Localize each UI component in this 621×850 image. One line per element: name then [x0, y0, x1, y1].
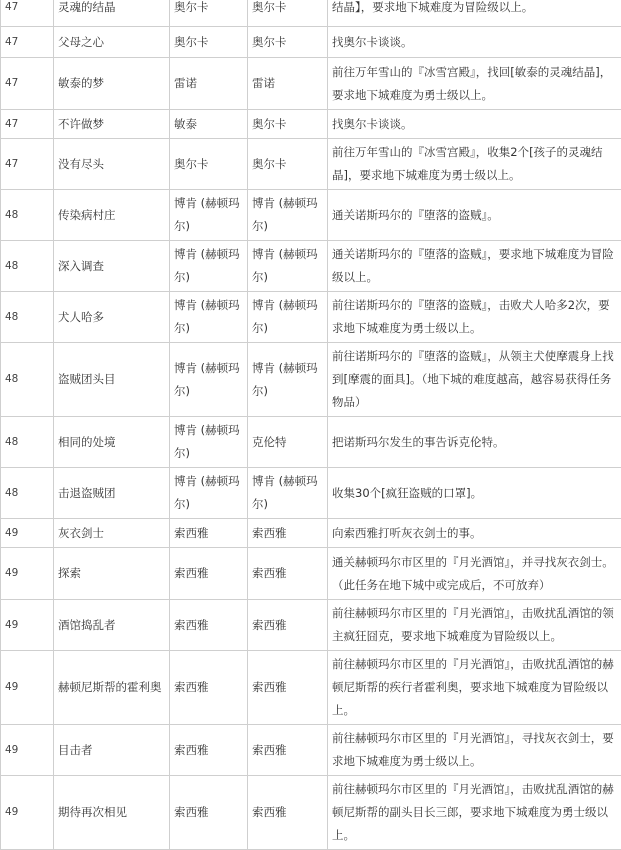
quest-reporter: 博肯 (赫顿玛尔) — [248, 241, 328, 292]
quest-giver: 博肯 (赫顿玛尔) — [170, 292, 248, 343]
quest-name: 探索 — [54, 548, 170, 600]
quest-reporter: 博肯 (赫顿玛尔) — [248, 190, 328, 241]
quest-name: 敏泰的梦 — [54, 58, 170, 110]
table-row — [1, 58, 621, 110]
table-row — [1, 600, 621, 651]
quest-name: 父母之心 — [54, 27, 170, 58]
quest-name: 相同的处境 — [54, 417, 170, 468]
quest-giver: 雷诺 — [170, 58, 248, 110]
quest-name: 不许做梦 — [54, 110, 170, 139]
quest-description: 收集30个[疯狂盗贼的口罩]。 — [328, 468, 621, 519]
table-row — [1, 241, 621, 292]
table-row — [1, 110, 621, 139]
quest-table-body — [1, 0, 621, 850]
table-row — [1, 651, 621, 725]
quest-reporter: 博肯 (赫顿玛尔) — [248, 292, 328, 343]
quest-description: 通关赫顿玛尔市区里的『月光酒馆』，并寻找灰衣剑士。（此任务在地下城中或完成后，不可放弃） — [328, 548, 621, 600]
quest-description: 通关诺斯玛尔的『堕落的盗贼』，要求地下城难度为冒险级以上。 — [328, 241, 621, 292]
quest-giver: 博肯 (赫顿玛尔) — [170, 468, 248, 519]
quest-name: 赫顿尼斯帮的霍利奥 — [54, 651, 170, 725]
quest-giver: 博肯 (赫顿玛尔) — [170, 417, 248, 468]
quest-name: 犬人哈多 — [54, 292, 170, 343]
quest-description: 前往诺斯玛尔的『堕落的盗贼』，击败犬人哈多2次，要求地下城难度为勇士级以上。 — [328, 292, 621, 343]
quest-name: 灰衣剑士 — [54, 519, 170, 548]
table-row — [1, 27, 621, 58]
quest-level: 49 — [1, 548, 54, 600]
quest-reporter: 克伦特 — [248, 417, 328, 468]
quest-name: 没有尽头 — [54, 139, 170, 190]
quest-description: 前往诺斯玛尔的『堕落的盗贼』，从领主犬使摩震身上找到[摩震的面具]。（地下城的难度越高，越容易获得任务物品） — [328, 343, 621, 417]
quest-name: 期待再次相见 — [54, 776, 170, 850]
quest-reporter: 奥尔卡 — [248, 27, 328, 58]
quest-reporter: 奥尔卡 — [248, 139, 328, 190]
quest-reporter: 索西雅 — [248, 548, 328, 600]
quest-level: 49 — [1, 519, 54, 548]
quest-description: 前往万年雪山的『冰雪宫殿』，找回[敏泰的灵魂结晶]，要求地下城难度为勇士级以上。 — [328, 58, 621, 110]
table-row — [1, 417, 621, 468]
quest-level: 48 — [1, 241, 54, 292]
quest-reporter: 奥尔卡 — [248, 0, 328, 27]
quest-description: 找奥尔卡谈谈。 — [328, 110, 621, 139]
quest-reporter: 索西雅 — [248, 600, 328, 651]
quest-reporter: 雷诺 — [248, 58, 328, 110]
quest-description: 向索西雅打听灰衣剑士的事。 — [328, 519, 621, 548]
table-row — [1, 292, 621, 343]
table-row — [1, 548, 621, 600]
quest-description: 前往赫顿玛尔市区里的『月光酒馆』，寻找灰衣剑士，要求地下城难度为勇士级以上。 — [328, 725, 621, 776]
quest-reporter: 索西雅 — [248, 519, 328, 548]
quest-reporter: 博肯 (赫顿玛尔) — [248, 468, 328, 519]
quest-giver: 奥尔卡 — [170, 27, 248, 58]
quest-giver: 博肯 (赫顿玛尔) — [170, 190, 248, 241]
quest-description: 结晶】，要求地下城难度为冒险级以上。 — [328, 0, 621, 27]
quest-giver: 索西雅 — [170, 776, 248, 850]
quest-level: 48 — [1, 417, 54, 468]
quest-reporter: 索西雅 — [248, 725, 328, 776]
table-row — [1, 0, 621, 27]
quest-level: 48 — [1, 190, 54, 241]
quest-giver: 索西雅 — [170, 519, 248, 548]
quest-giver: 博肯 (赫顿玛尔) — [170, 241, 248, 292]
quest-description: 前往万年雪山的『冰雪宫殿』，收集2个[孩子的灵魂结晶]，要求地下城难度为勇士级以上。 — [328, 139, 621, 190]
quest-name: 酒馆捣乱者 — [54, 600, 170, 651]
quest-level: 48 — [1, 343, 54, 417]
quest-level: 49 — [1, 776, 54, 850]
quest-level: 47 — [1, 110, 54, 139]
quest-name: 盗贼团头目 — [54, 343, 170, 417]
quest-giver: 奥尔卡 — [170, 0, 248, 27]
quest-level: 47 — [1, 0, 54, 27]
quest-giver: 索西雅 — [170, 548, 248, 600]
quest-name: 灵魂的结晶 — [54, 0, 170, 27]
quest-description: 前往赫顿玛尔市区里的『月光酒馆』，击败扰乱酒馆的领主疯狂囧克，要求地下城难度为冒险级以上。 — [328, 600, 621, 651]
table-row — [1, 725, 621, 776]
table-row — [1, 519, 621, 548]
table-row — [1, 468, 621, 519]
quest-description: 找奥尔卡谈谈。 — [328, 27, 621, 58]
quest-level: 49 — [1, 725, 54, 776]
quest-giver: 奥尔卡 — [170, 139, 248, 190]
quest-giver: 索西雅 — [170, 725, 248, 776]
quest-name: 深入调查 — [54, 241, 170, 292]
quest-giver: 敏泰 — [170, 110, 248, 139]
quest-description: 通关诺斯玛尔的『堕落的盗贼』。 — [328, 190, 621, 241]
quest-description: 把诺斯玛尔发生的事告诉克伦特。 — [328, 417, 621, 468]
table-row — [1, 776, 621, 850]
quest-giver: 博肯 (赫顿玛尔) — [170, 343, 248, 417]
quest-giver: 索西雅 — [170, 651, 248, 725]
quest-reporter: 索西雅 — [248, 651, 328, 725]
quest-level: 49 — [1, 600, 54, 651]
quest-level: 48 — [1, 468, 54, 519]
quest-level: 47 — [1, 58, 54, 110]
table-row — [1, 343, 621, 417]
quest-level: 49 — [1, 651, 54, 725]
quest-name: 目击者 — [54, 725, 170, 776]
quest-level: 47 — [1, 27, 54, 58]
table-row — [1, 190, 621, 241]
quest-reporter: 博肯 (赫顿玛尔) — [248, 343, 328, 417]
quest-level: 47 — [1, 139, 54, 190]
quest-name: 击退盗贼团 — [54, 468, 170, 519]
quest-level: 48 — [1, 292, 54, 343]
table-row — [1, 139, 621, 190]
quest-reporter: 索西雅 — [248, 776, 328, 850]
quest-description: 前往赫顿玛尔市区里的『月光酒馆』，击败扰乱酒馆的赫顿尼斯帮的疾行者霍利奥，要求地下城难度为冒险级以上。 — [328, 651, 621, 725]
quest-name: 传染病村庄 — [54, 190, 170, 241]
quest-reporter: 奥尔卡 — [248, 110, 328, 139]
quest-giver: 索西雅 — [170, 600, 248, 651]
quest-description: 前往赫顿玛尔市区里的『月光酒馆』，击败扰乱酒馆的赫顿尼斯帮的副头目长三郎，要求地下城难度为勇士级以上。 — [328, 776, 621, 850]
